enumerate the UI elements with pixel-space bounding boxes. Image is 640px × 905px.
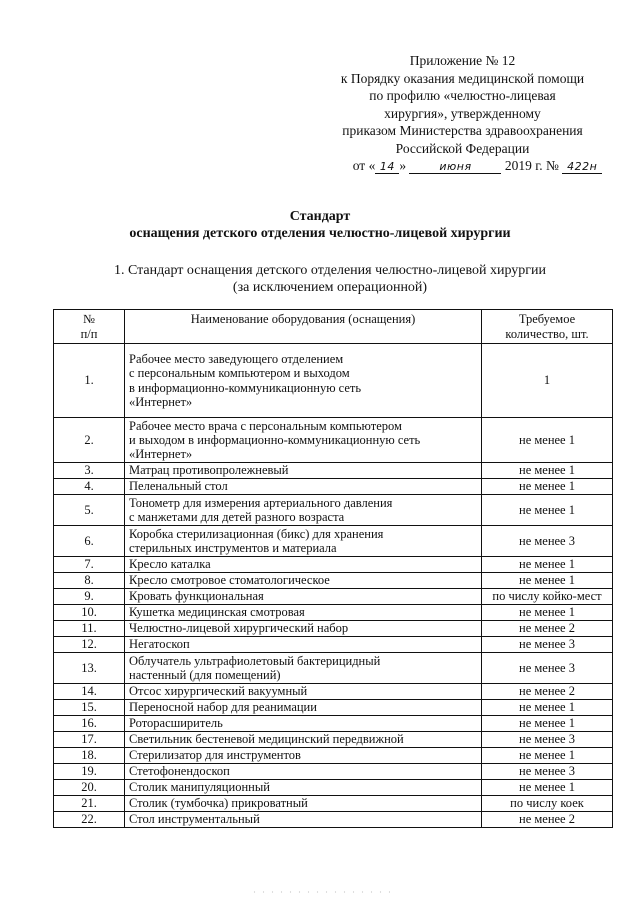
section-note: (за исключением операционной) bbox=[232, 280, 428, 295]
table-row bbox=[54, 684, 613, 700]
appendix-ref-line-3: хирургия», утвержденному bbox=[384, 105, 541, 121]
col-header-number-l1: № bbox=[83, 312, 95, 327]
row-number: 7. bbox=[54, 557, 125, 573]
col-header-number-l2: п/п bbox=[80, 326, 98, 341]
date-close-quote: » bbox=[399, 158, 407, 173]
equipment-name-line: Кровать функциональная bbox=[129, 589, 264, 604]
equipment-name-line: Стол инструментальный bbox=[129, 812, 260, 827]
row-number: 6. bbox=[54, 526, 125, 557]
row-quantity: не менее 1 bbox=[482, 479, 613, 495]
equipment-name-line: Кушетка медицинская смотровая bbox=[129, 605, 305, 620]
table-row bbox=[54, 812, 613, 828]
col-header-quantity-l2: количество, шт. bbox=[505, 326, 589, 341]
row-equipment-name bbox=[125, 526, 482, 557]
row-quantity: не менее 1 bbox=[482, 780, 613, 796]
row-number: 18. bbox=[54, 748, 125, 764]
table-row bbox=[54, 748, 613, 764]
equipment-name-line: с манжетами для детей разного возраста bbox=[129, 510, 345, 524]
row-number: 9. bbox=[54, 589, 125, 605]
row-equipment-name bbox=[125, 418, 482, 463]
row-number: 3. bbox=[54, 463, 125, 479]
equipment-name-line: Стерилизатор для инструментов bbox=[129, 748, 301, 763]
table-row bbox=[54, 526, 613, 557]
row-number: 4. bbox=[54, 479, 125, 495]
row-equipment-name bbox=[125, 344, 482, 418]
table-row bbox=[54, 653, 613, 684]
table-body bbox=[54, 344, 613, 828]
row-number: 15. bbox=[54, 700, 125, 716]
table-row bbox=[54, 780, 613, 796]
appendix-number: Приложение № 12 bbox=[409, 53, 516, 68]
row-quantity: не менее 1 bbox=[482, 463, 613, 479]
row-quantity: не менее 1 bbox=[482, 495, 613, 526]
equipment-name-line: Матрац противопролежневый bbox=[129, 463, 289, 478]
standard-subtitle: оснащения детского отделения челюстно-лицевой хирургии bbox=[129, 226, 511, 241]
row-equipment-name bbox=[125, 812, 482, 828]
equipment-name-line: Рабочее место врача с персональным компьютером bbox=[129, 418, 402, 433]
standard-title: Стандарт bbox=[289, 209, 351, 224]
row-quantity: не менее 3 bbox=[482, 653, 613, 684]
equipment-name-line: Переносной набор для реанимации bbox=[129, 700, 317, 715]
row-equipment-name bbox=[125, 716, 482, 732]
table-row bbox=[54, 796, 613, 812]
table-row bbox=[54, 716, 613, 732]
col-header-quantity-l1: Требуемое bbox=[518, 312, 576, 327]
date-prefix: от « bbox=[352, 158, 376, 173]
row-equipment-name bbox=[125, 780, 482, 796]
table-row bbox=[54, 700, 613, 716]
row-quantity: не менее 2 bbox=[482, 684, 613, 700]
row-equipment-name bbox=[125, 479, 482, 495]
row-number: 13. bbox=[54, 653, 125, 684]
equipment-name-line: Кресло смотровое стоматологическое bbox=[129, 573, 330, 588]
row-equipment-name bbox=[125, 463, 482, 479]
col-header-quantity bbox=[482, 310, 613, 344]
table-row bbox=[54, 605, 613, 621]
row-number: 22. bbox=[54, 812, 125, 828]
table-row bbox=[54, 637, 613, 653]
equipment-name-line: «Интернет» bbox=[129, 394, 193, 409]
row-equipment-name bbox=[125, 495, 482, 526]
equipment-name-line: и выходом в информационно-коммуникационную сеть bbox=[129, 432, 421, 447]
row-number: 5. bbox=[54, 495, 125, 526]
row-quantity: по числу койко-мест bbox=[482, 589, 613, 605]
equipment-name-line: Отсос хирургический вакуумный bbox=[129, 684, 308, 699]
table-row bbox=[54, 573, 613, 589]
table-row bbox=[54, 463, 613, 479]
row-equipment-name bbox=[125, 621, 482, 637]
order-number-handwritten: 422н bbox=[567, 160, 598, 173]
table-row bbox=[54, 344, 613, 418]
equipment-name-line: Столик (тумбочка) прикроватный bbox=[129, 796, 308, 811]
equipment-name-line: Облучатель ультрафиолетовый бактерицидный bbox=[129, 653, 381, 668]
row-equipment-name bbox=[125, 684, 482, 700]
row-number: 1. bbox=[54, 344, 125, 418]
equipment-name-line: в информационно-коммуникационную сеть bbox=[129, 380, 362, 395]
row-quantity: не менее 1 bbox=[482, 716, 613, 732]
date-month-handwritten: июня bbox=[439, 160, 472, 173]
appendix-header bbox=[300, 52, 625, 175]
equipment-name-line: настенный (для помещений) bbox=[129, 668, 281, 682]
row-quantity: 1 bbox=[482, 344, 613, 418]
row-number: 8. bbox=[54, 573, 125, 589]
row-number: 21. bbox=[54, 796, 125, 812]
appendix-ref-line-1: к Порядку оказания медицинской помощи bbox=[340, 70, 585, 86]
row-number: 10. bbox=[54, 605, 125, 621]
equipment-name-line: «Интернет» bbox=[129, 447, 193, 462]
equipment-table bbox=[53, 309, 613, 828]
row-quantity: не менее 1 bbox=[482, 700, 613, 716]
row-number: 2. bbox=[54, 418, 125, 463]
row-quantity: не менее 3 bbox=[482, 764, 613, 780]
row-quantity: не менее 2 bbox=[482, 812, 613, 828]
equipment-name-line: Коробка стерилизационная (бикс) для хранения bbox=[129, 526, 384, 541]
table-row bbox=[54, 495, 613, 526]
row-number: 20. bbox=[54, 780, 125, 796]
table-row bbox=[54, 732, 613, 748]
row-number: 16. bbox=[54, 716, 125, 732]
equipment-name-line: стерильных инструментов и материала bbox=[129, 541, 337, 555]
date-day-handwritten: 14 bbox=[379, 160, 395, 173]
row-quantity: по числу коек bbox=[482, 796, 613, 812]
equipment-name-line: Пеленальный стол bbox=[129, 479, 228, 494]
col-header-number bbox=[54, 310, 125, 344]
row-equipment-name bbox=[125, 573, 482, 589]
col-header-name: Наименование оборудования (оснащения) bbox=[125, 310, 482, 344]
equipment-name-line: Рабочее место заведующего отделением bbox=[129, 352, 344, 367]
row-equipment-name bbox=[125, 653, 482, 684]
equipment-name-line: Тонометр для измерения артериального давления bbox=[129, 495, 393, 510]
table-header-row bbox=[54, 310, 613, 344]
equipment-name-line: Светильник бестеневой медицинский передвижной bbox=[129, 732, 404, 747]
row-quantity: не менее 3 bbox=[482, 526, 613, 557]
scan-artifact bbox=[250, 889, 390, 895]
row-quantity: не менее 1 bbox=[482, 605, 613, 621]
row-number: 14. bbox=[54, 684, 125, 700]
date-day bbox=[375, 159, 399, 174]
row-equipment-name bbox=[125, 748, 482, 764]
table-row bbox=[54, 418, 613, 463]
table-row bbox=[54, 589, 613, 605]
section-heading: 1. Стандарт оснащения детского отделения челюстно-лицевой хирургии bbox=[113, 263, 547, 278]
table-row bbox=[54, 764, 613, 780]
equipment-name-line: с персональным компьютером и выходом bbox=[129, 366, 350, 381]
table-row bbox=[54, 479, 613, 495]
equipment-name-line: Стетофонендоскоп bbox=[129, 764, 230, 779]
row-equipment-name bbox=[125, 637, 482, 653]
table-row bbox=[54, 621, 613, 637]
row-equipment-name bbox=[125, 732, 482, 748]
appendix-ref-line-4: приказом Министерства здравоохранения bbox=[342, 123, 583, 138]
order-date-line bbox=[300, 157, 625, 175]
row-equipment-name bbox=[125, 764, 482, 780]
row-number: 12. bbox=[54, 637, 125, 653]
row-equipment-name bbox=[125, 796, 482, 812]
row-equipment-name bbox=[125, 589, 482, 605]
equipment-name-line: Кресло каталка bbox=[129, 557, 211, 572]
equipment-name-line: Челюстно-лицевой хирургический набор bbox=[129, 621, 349, 636]
row-number: 11. bbox=[54, 621, 125, 637]
order-number bbox=[562, 159, 602, 174]
date-month bbox=[409, 159, 501, 174]
table-row bbox=[54, 557, 613, 573]
row-quantity: не менее 1 bbox=[482, 573, 613, 589]
equipment-name-line: Роторасширитель bbox=[129, 716, 223, 731]
appendix-ref-line-2: по профилю «челюстно-лицевая bbox=[369, 88, 556, 103]
row-quantity: не менее 1 bbox=[482, 557, 613, 573]
row-equipment-name bbox=[125, 700, 482, 716]
row-quantity: не менее 1 bbox=[482, 418, 613, 463]
date-year: 2019 г. № bbox=[504, 158, 559, 173]
equipment-name-line: Столик манипуляционный bbox=[129, 780, 270, 795]
row-equipment-name bbox=[125, 557, 482, 573]
row-number: 17. bbox=[54, 732, 125, 748]
row-quantity: не менее 3 bbox=[482, 732, 613, 748]
row-equipment-name bbox=[125, 605, 482, 621]
row-quantity: не менее 2 bbox=[482, 621, 613, 637]
row-quantity: не менее 1 bbox=[482, 748, 613, 764]
appendix-ref-line-5: Российской Федерации bbox=[395, 140, 530, 156]
row-quantity: не менее 3 bbox=[482, 637, 613, 653]
equipment-name-line: Негатоскоп bbox=[129, 637, 190, 652]
row-number: 19. bbox=[54, 764, 125, 780]
